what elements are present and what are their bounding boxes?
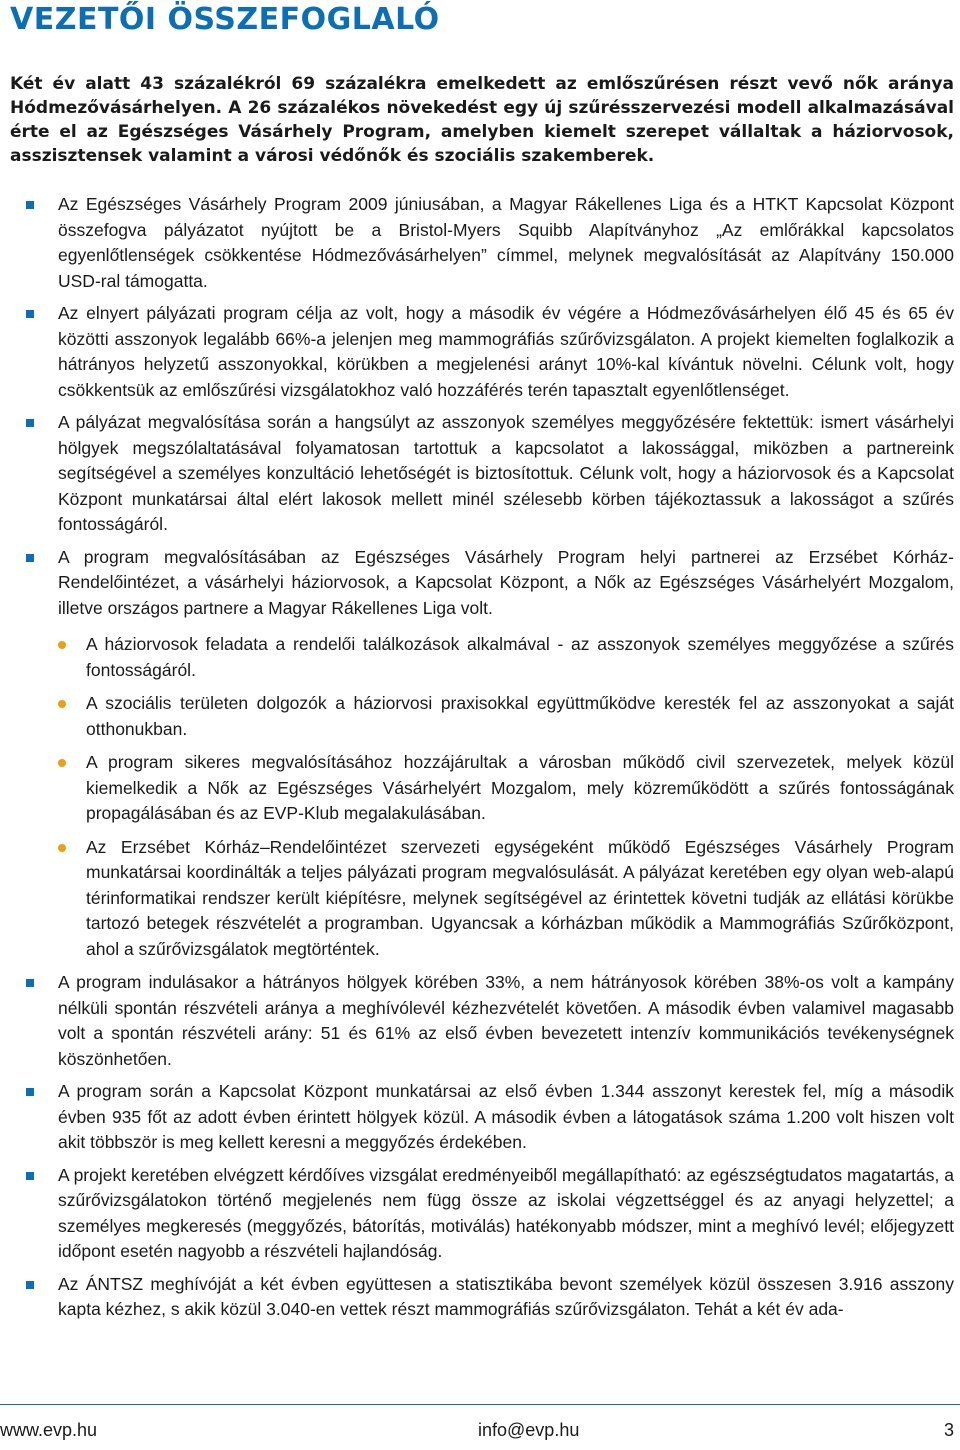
lead-paragraph: Két év alatt 43 százalékról 69 százalékra emelkedett az emlőszűrésen részt vevő nők aránya Hódmezővásárhelyen. A 26 százalékos növekedést egy új szűrésszervezési modell alkalmazásával érte el az Egészséges Vásárhely Program, amelyben kiemelt szerepet vállaltak a háziorvosok, asszisztensek valamint a városi védőnők és szociális szakemberek. (10, 74, 954, 166)
list-item-text: Az elnyert pályázati program célja az volt, hogy a második év végére a Hódmezővásárhelyen élő 45 és 65 év közötti asszonyok legalább 66%-a jelenjen meg mammográfiás szűrővizsgálaton. A projekt kiemelten foglalkozik a hátrányos helyzetű asszonyokkal, körükben a megjelenési arányt 10%-kal kívántuk növelni. Célunk volt, hogy csökkentsük az emlőszűrési vizsgálatokhoz való hozzáférés terén tapasztalt egyenlőtlenséget. (58, 303, 954, 400)
page-number: 3 (943, 1420, 954, 1440)
sub-list-item (58, 632, 954, 683)
list-item (10, 1079, 954, 1156)
sub-list-item-text: A program sikeres megvalósításához hozzájárultak a városban működő civil szervezetek, melyek közül kiemelkedik a Nők az Egészséges Vásárhelyért Mozgalom, mely közreműködött a szűrés fontosságának propagálásában és az EVP-Klub megalakulásában. (86, 752, 954, 823)
square-bullet-icon (26, 979, 34, 987)
square-bullet-icon (26, 1281, 34, 1289)
sub-list-item (58, 750, 954, 827)
list-item-text: A pályázat megvalósítása során a hangsúlyt az asszonyok személyes meggyőzésére fektettük: ismert vásárhelyi hölgyek megszólaltatásával folyamatosan tartottuk a kapcsolatot a lakossággal, miközben a partnereink segítségével a személyes konzultáció lehetőségét is biztosítottuk. Célunk volt, hogy a háziorvosok és a Kapcsolat Központ munkatársai által elért lakosok mellett minél szélesebb körben tájékoztassuk a lakosságot a szűrés fontosságáról. (58, 412, 954, 534)
square-bullet-icon (26, 201, 34, 209)
list-item-text: A program indulásakor a hátrányos hölgyek körében 33%, a nem hátrányosok körében 38%-os volt a kampány nélküli spontán részvételi aránya a meghívólevél kézhezvételét követően. A második évben valamivel magasabb volt a spontán részvételi arány: 51 és 61% az első évben bevezetett intenzív kommunikációs tevékenységnek köszönhetően. (58, 972, 954, 1069)
footer-divider (0, 1404, 960, 1405)
square-bullet-icon (26, 1088, 34, 1096)
dot-bullet-icon (58, 844, 66, 852)
list-item (10, 545, 954, 963)
list-item (10, 970, 954, 1072)
list-item (10, 301, 954, 403)
sub-list-item (58, 835, 954, 963)
square-bullet-icon (26, 554, 34, 562)
list-item (10, 192, 954, 294)
footer-website-link[interactable]: www.evp.hu (0, 1420, 98, 1440)
list-item (10, 1163, 954, 1265)
page-title: VEZETŐI ÖSSZEFOGLALÓ (10, 2, 440, 37)
sub-list-item (58, 691, 954, 742)
sub-list-item-text: A háziorvosok feladata a rendelői találkozások alkalmával - az asszonyok személyes meggyőzése a szűrés fontosságáról. (86, 634, 954, 680)
square-bullet-icon (26, 310, 34, 318)
footer-email-link[interactable]: info@evp.hu (478, 1420, 580, 1440)
list-item-text: Az Egészséges Vásárhely Program 2009 júniusában, a Magyar Rákellenes Liga és a HTKT Kapcsolat Központ összefogva pályázatot nyújtott be a Bristol-Myers Squibb Alapítványhoz „Az emlőrákkal kapcsolatos egyenlőtlenségek csökkentése Hódmezővásárhelyen” címmel, melynek megvalósítását az Alapítvány 150.000 USD-ral támogatta. (58, 194, 954, 291)
sub-list-item-text: Az Erzsébet Kórház–Rendelőintézet szervezeti egységeként működő Egészséges Vásárhely Program munkatársai koordinálták a teljes pályázati program megvalósulását. A pályázat keretében egy olyan web-alapú térinformatikai rendszer került kiépítésre, melynek segítségével az érintettek követni tudják az ellátási körükbe tartozó betegek részvételét a programban. Ugyancsak a kórházban működik a Mammográfiás Szűrőközpont, ahol a szűrővizsgálatok megtörténtek. (86, 836, 954, 959)
square-bullet-icon (26, 419, 34, 427)
dot-bullet-icon (58, 700, 66, 708)
sub-list-item-text: A szociális területen dolgozók a háziorvosi praxisokkal együttműködve keresték fel az asszonyokat a saját otthonukban. (86, 693, 954, 739)
list-item-text: Az ÁNTSZ meghívóját a két évben együttesen a statisztikába bevont személyek közül összesen 3.916 asszony kapta kézhez, s akik közül 3.040-en vettek részt mammográfiás szűrővizsgálaton. Tehát a két év ada- (58, 1273, 954, 1319)
bullet-list (10, 192, 954, 1330)
list-item-text: A program során a Kapcsolat Központ munkatársai az első évben 1.344 asszonyt kerestek fel, míg a második évben 935 főt az adott évben érintett hölgyek közül. A második évben a látogatások száma 1.200 volt hiszen volt akit többször is meg kellett keresni a meggyőzés érdekében. (58, 1081, 954, 1152)
dot-bullet-icon (58, 759, 66, 767)
list-item-text: A projekt keretében elvégzett kérdőíves vizsgálat eredményeiből megállapítható: az egészségtudatos magatartás, a szűrővizsgálatokon történő megjelenés nem függ össze az iskolai végzettséggel és az anyagi helyzettel; a személyes megkeresés (meggyőzés, bátorítás, motiválás) hatékonyabb módszer, mint a meghívó levél; előjegyzett időpont esetén nagyobb a részvételi hajlandóság. (58, 1164, 954, 1261)
dot-bullet-icon (58, 641, 66, 649)
list-item (10, 1272, 954, 1323)
square-bullet-icon (26, 1172, 34, 1180)
list-item (10, 410, 954, 538)
sub-bullet-list (58, 632, 954, 962)
list-item-text: A program megvalósításában az Egészséges Vásárhely Program helyi partnerei az Erzsébet Kórház- Rendelőintézet, a vásárhelyi háziorvosok, a Kapcsolat Központ, a Nők az Egészséges Vásárhelyért Mozgalom, illetve országos partnere a Magyar Rákellenes Liga volt. (58, 546, 954, 618)
